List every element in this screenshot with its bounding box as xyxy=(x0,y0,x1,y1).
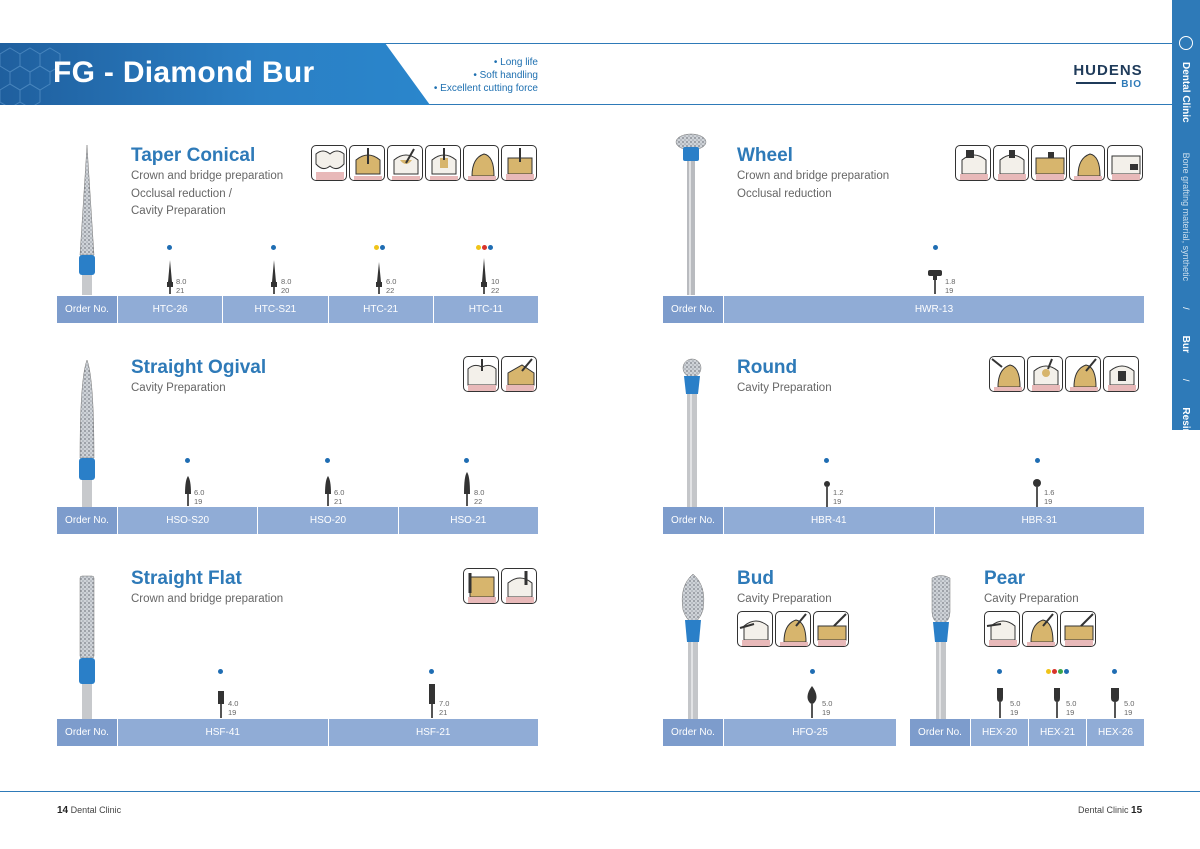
bud-bur-image xyxy=(677,572,709,720)
feature-item: • Excellent cutting force xyxy=(433,83,538,94)
feature-list xyxy=(420,56,538,95)
tooth-prep-icon xyxy=(425,145,461,181)
tooth-prep-icon xyxy=(993,145,1029,181)
order-code[interactable]: HWR-13 xyxy=(914,304,954,315)
desc-line: Crown and bridge preparation xyxy=(131,170,284,182)
desc-line: Crown and bridge preparation xyxy=(737,170,890,182)
dim-diameter: 21 xyxy=(176,286,185,295)
dim-diameter: 19 xyxy=(1010,708,1019,717)
dim-diameter: 22 xyxy=(386,286,395,295)
color-dots xyxy=(167,245,172,250)
color-dot xyxy=(1035,458,1040,463)
tooth-prep-icon xyxy=(1060,611,1096,647)
side-tab xyxy=(1172,0,1200,435)
pear-bur-image xyxy=(926,574,956,720)
mini-bur-icon xyxy=(479,258,489,294)
tooth-prep-icon xyxy=(463,356,499,392)
section-desc-bud xyxy=(737,591,832,609)
tooth-prep-icon xyxy=(775,611,811,647)
dim-length: 6.0 xyxy=(334,488,345,497)
desc-line: Occlusal reduction / xyxy=(131,187,232,200)
side-tab-separator: / xyxy=(1181,307,1191,310)
order-code[interactable]: HTC-11 xyxy=(468,304,503,315)
footer-right xyxy=(1078,805,1142,816)
color-dots xyxy=(429,669,434,674)
dim-diameter: 22 xyxy=(474,497,483,506)
color-dot xyxy=(1046,669,1051,674)
round-bur-image xyxy=(678,358,706,508)
section-title-bud: Bud xyxy=(737,568,774,589)
usage-illustrations xyxy=(989,356,1139,392)
bur-dimensions xyxy=(833,488,843,506)
dim-length: 8.0 xyxy=(281,277,292,286)
tooth-prep-icon xyxy=(984,611,1020,647)
order-label: Order No. xyxy=(663,507,724,534)
order-code[interactable]: HEX-20 xyxy=(971,719,1029,746)
logo-text-top: HUDENS xyxy=(1073,62,1143,79)
color-dots xyxy=(476,245,493,250)
color-dot xyxy=(167,245,172,250)
section-desc-flat xyxy=(131,591,283,609)
section-title-flat: Straight Flat xyxy=(131,568,242,589)
color-dot xyxy=(1052,669,1057,674)
desc-line: Crown and bridge preparation xyxy=(131,593,284,605)
color-dot xyxy=(429,669,434,674)
side-tab-resin[interactable]: Resin xyxy=(1180,407,1192,435)
color-dot xyxy=(810,669,815,674)
section-desc-pear xyxy=(984,591,1079,609)
color-dots xyxy=(1112,669,1117,674)
tooth-prep-icon xyxy=(463,568,499,604)
bur-dimensions xyxy=(491,277,499,295)
color-dot xyxy=(1064,669,1069,674)
page-number-right: 15 xyxy=(1131,805,1143,816)
bur-dimensions xyxy=(1124,699,1134,717)
color-dots xyxy=(1035,458,1040,463)
dim-diameter: 19 xyxy=(228,708,237,717)
color-dot xyxy=(482,245,487,250)
tooth-prep-icon xyxy=(1031,145,1067,181)
section-desc-wheel xyxy=(737,168,889,203)
dim-length: 5.0 xyxy=(1066,699,1077,708)
order-code[interactable]: HBR-31 xyxy=(1021,515,1058,526)
color-dots xyxy=(1046,669,1069,674)
color-dots xyxy=(271,245,276,250)
order-code[interactable]: HBR-41 xyxy=(724,507,935,534)
mini-bur-icon xyxy=(1053,688,1061,718)
bur-dimensions xyxy=(194,488,204,506)
taper-conical-bur-image xyxy=(72,143,102,295)
bur-dimensions xyxy=(281,277,291,295)
desc-line: Cavity Preparation xyxy=(984,593,1079,605)
order-code[interactable]: HSF-21 xyxy=(416,727,451,738)
color-dots xyxy=(824,458,829,463)
bur-dimensions xyxy=(945,277,955,295)
color-dot xyxy=(218,669,223,674)
usage-illustrations xyxy=(463,568,537,604)
dim-diameter: 19 xyxy=(822,708,831,717)
dim-length: 5.0 xyxy=(1124,699,1135,708)
straight-flat-bur-image xyxy=(72,574,102,720)
color-dot xyxy=(271,245,276,250)
footer-left xyxy=(57,805,121,816)
color-dot xyxy=(1112,669,1117,674)
bur-dimensions xyxy=(474,488,484,506)
footer-left-text: Dental Clinic xyxy=(70,805,122,815)
color-dots xyxy=(185,458,190,463)
color-dots xyxy=(325,458,330,463)
order-code[interactable]: HTC-26 xyxy=(118,296,223,323)
order-table-round xyxy=(663,507,1144,534)
section-desc-taper xyxy=(131,168,283,221)
dim-length: 7.0 xyxy=(439,699,450,708)
color-dots xyxy=(374,245,385,250)
feature-item: • Soft handling xyxy=(473,70,538,81)
color-dots xyxy=(933,245,938,250)
bur-dimensions xyxy=(1044,488,1054,506)
tooth-prep-icon xyxy=(1107,145,1143,181)
straight-ogival-bur-image xyxy=(72,358,102,508)
tooth-prep-icon xyxy=(955,145,991,181)
color-dot xyxy=(380,245,385,250)
color-dot xyxy=(374,245,379,250)
bur-dimensions xyxy=(1066,699,1076,717)
section-desc-ogival xyxy=(131,380,226,398)
order-code[interactable]: HTC-S21 xyxy=(223,296,328,323)
mini-bur-icon xyxy=(928,270,942,294)
mini-bur-icon xyxy=(217,691,225,718)
tooth-prep-icon xyxy=(1027,356,1063,392)
color-dot xyxy=(933,245,938,250)
tooth-prep-icon xyxy=(1069,145,1105,181)
order-code[interactable]: HSO-20 xyxy=(258,507,398,534)
bur-dimensions xyxy=(822,699,832,717)
section-desc-round xyxy=(737,380,832,398)
order-code[interactable]: HSF-41 xyxy=(118,719,329,746)
order-label: Order No. xyxy=(57,507,118,534)
color-dot xyxy=(824,458,829,463)
dim-diameter: 19 xyxy=(194,497,203,506)
color-dot xyxy=(464,458,469,463)
tooth-prep-icon xyxy=(989,356,1025,392)
tooth-prep-icon xyxy=(349,145,385,181)
color-dots xyxy=(810,669,815,674)
side-tab-section[interactable]: Dental Clinic xyxy=(1180,62,1192,123)
mini-bur-icon xyxy=(806,686,818,718)
section-title-ogival: Straight Ogival xyxy=(131,357,267,378)
dim-length: 1.8 xyxy=(945,277,956,286)
dim-length: 1.2 xyxy=(833,488,844,497)
brand-logo xyxy=(1072,62,1144,92)
order-label: Order No. xyxy=(57,296,118,323)
order-table-taper xyxy=(57,296,538,323)
dim-diameter: 19 xyxy=(945,286,954,295)
dim-length: 6.0 xyxy=(194,488,205,497)
usage-illustrations xyxy=(955,145,1143,181)
section-title-taper: Taper Conical xyxy=(131,145,256,166)
order-label: Order No. xyxy=(57,719,118,746)
mini-bur-icon xyxy=(165,260,175,294)
desc-line: Cavity Preparation xyxy=(737,382,832,394)
section-title-round: Round xyxy=(737,357,798,378)
color-dot xyxy=(325,458,330,463)
side-tab-active[interactable]: Bur xyxy=(1180,335,1192,353)
color-dots xyxy=(997,669,1002,674)
footer-rule xyxy=(0,791,1200,792)
order-code[interactable]: HSO-S20 xyxy=(118,507,258,534)
desc-line: Cavity Preparation xyxy=(737,593,832,605)
tooth-prep-icon xyxy=(311,145,347,181)
tooth-prep-icon xyxy=(1103,356,1139,392)
order-table-bud xyxy=(663,719,896,746)
tooth-prep-icon xyxy=(387,145,423,181)
logo-underline xyxy=(1076,82,1116,84)
mini-bur-icon xyxy=(184,476,192,506)
mini-bur-icon xyxy=(428,684,436,718)
color-dots xyxy=(218,669,223,674)
order-table-ogival xyxy=(57,507,538,534)
side-tab-nav xyxy=(1174,38,1198,458)
bur-dimensions xyxy=(176,277,186,295)
section-title-wheel: Wheel xyxy=(737,145,793,166)
dim-diameter: 19 xyxy=(1066,708,1075,717)
usage-illustrations xyxy=(737,611,849,647)
order-label: Order No. xyxy=(910,719,971,746)
tooth-prep-icon xyxy=(501,356,537,392)
color-dot xyxy=(488,245,493,250)
usage-illustrations xyxy=(463,356,537,392)
color-dot xyxy=(476,245,481,250)
page-number-left: 14 xyxy=(57,805,69,816)
footer-right-text: Dental Clinic xyxy=(1078,805,1129,815)
bur-dimensions xyxy=(1010,699,1020,717)
color-dot xyxy=(1058,669,1063,674)
bur-dimensions xyxy=(228,699,238,717)
order-code[interactable]: HTC-21 xyxy=(329,296,434,323)
desc-line: Cavity Preparation xyxy=(131,382,226,394)
bur-dimensions xyxy=(439,699,449,717)
dim-length: 8.0 xyxy=(176,277,187,286)
order-code[interactable]: HEX-21 xyxy=(1029,719,1087,746)
color-dots xyxy=(464,458,469,463)
tooth-prep-icon xyxy=(463,145,499,181)
order-table-flat xyxy=(57,719,538,746)
mini-bur-icon xyxy=(1033,479,1041,507)
dim-diameter: 19 xyxy=(1044,497,1053,506)
dim-length: 1.6 xyxy=(1044,488,1055,497)
dim-length: 5.0 xyxy=(1010,699,1021,708)
tooth-prep-icon xyxy=(1065,356,1101,392)
dim-diameter: 22 xyxy=(491,286,500,295)
mini-bur-icon xyxy=(324,476,332,506)
dim-length: 10 xyxy=(491,277,500,286)
mini-bur-icon xyxy=(269,260,279,294)
color-dot xyxy=(997,669,1002,674)
dim-diameter: 21 xyxy=(334,497,343,506)
mini-bur-icon xyxy=(1110,688,1120,718)
order-label: Order No. xyxy=(663,296,724,323)
order-code[interactable]: HSO-21 xyxy=(450,515,487,526)
desc-line: Occlusal reduction xyxy=(737,187,832,200)
order-label: Order No. xyxy=(663,719,724,746)
dim-length: 5.0 xyxy=(822,699,833,708)
dim-diameter: 19 xyxy=(1124,708,1133,717)
mini-bur-icon xyxy=(374,262,384,294)
order-table-pear xyxy=(910,719,1144,746)
section-title-pear: Pear xyxy=(984,568,1026,589)
side-tab-separator: / xyxy=(1181,378,1191,382)
feature-item: • Long life xyxy=(493,57,538,68)
bur-dimensions xyxy=(386,277,396,295)
tooth-prep-icon xyxy=(501,568,537,604)
order-code[interactable]: HEX-26 xyxy=(1097,727,1133,738)
usage-illustrations xyxy=(984,611,1096,647)
desc-line: Cavity Preparation xyxy=(131,205,226,217)
tooth-prep-icon xyxy=(813,611,849,647)
color-dot xyxy=(185,458,190,463)
page-title: FG - Diamond Bur xyxy=(53,56,315,89)
tooth-prep-icon xyxy=(737,611,773,647)
logo-text-bottom: BIO xyxy=(1121,79,1142,90)
dim-diameter: 20 xyxy=(281,286,290,295)
order-table-wheel xyxy=(663,296,1144,323)
mini-bur-icon xyxy=(823,481,831,507)
dim-diameter: 19 xyxy=(833,497,842,506)
dim-length: 8.0 xyxy=(474,488,485,497)
tooth-prep-icon xyxy=(501,145,537,181)
bur-dimensions xyxy=(334,488,344,506)
mini-bur-icon xyxy=(996,688,1004,718)
order-code[interactable]: HFO-25 xyxy=(792,727,828,738)
usage-illustrations xyxy=(311,145,537,181)
dim-length: 6.0 xyxy=(386,277,397,286)
dim-diameter: 21 xyxy=(439,708,448,717)
dim-length: 4.0 xyxy=(228,699,239,708)
tooth-prep-icon xyxy=(1022,611,1058,647)
mini-bur-icon xyxy=(463,472,471,506)
side-tab-sub[interactable]: Bone grafting material, synthetic xyxy=(1181,152,1191,282)
wheel-bur-image xyxy=(674,133,708,295)
